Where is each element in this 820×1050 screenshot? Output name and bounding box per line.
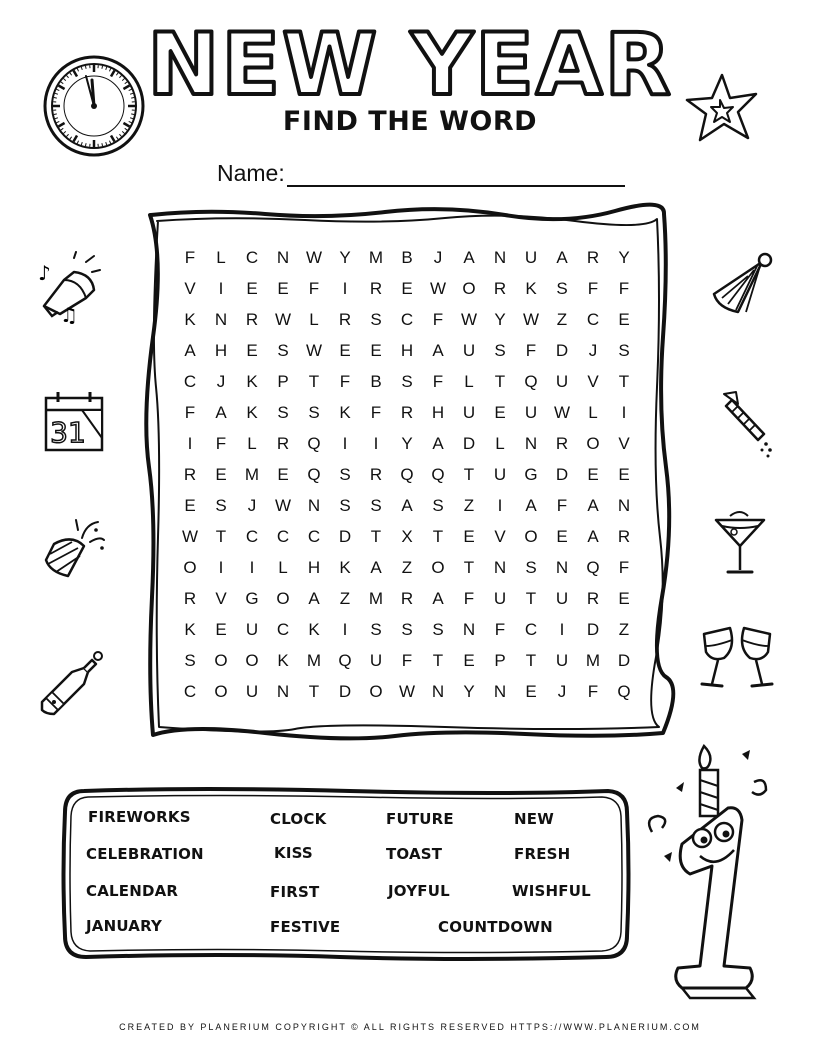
grid-letter[interactable]: N bbox=[276, 682, 290, 701]
grid-letter[interactable]: O bbox=[462, 279, 476, 298]
grid-letter[interactable]: W bbox=[274, 496, 292, 515]
grid-letter[interactable]: G bbox=[524, 465, 538, 484]
grid-letter[interactable]: S bbox=[184, 651, 196, 670]
grid-letter[interactable]: S bbox=[277, 403, 289, 422]
grid-letter[interactable]: S bbox=[370, 310, 382, 329]
grid-letter[interactable]: E bbox=[339, 341, 351, 360]
grid-letter[interactable]: D bbox=[338, 527, 352, 546]
grid-letter[interactable]: K bbox=[277, 651, 289, 670]
grid-letter[interactable]: I bbox=[373, 434, 379, 453]
grid-letter[interactable]: O bbox=[369, 682, 383, 701]
grid-letter[interactable]: A bbox=[184, 341, 196, 360]
word-bank-item: CLOCK bbox=[270, 810, 327, 828]
grid-letter[interactable]: Y bbox=[463, 682, 475, 701]
toasting-glasses-icon bbox=[696, 622, 778, 692]
name-label: Name: bbox=[217, 160, 285, 186]
number-one-candle-icon bbox=[642, 736, 772, 1006]
grid-letter[interactable]: C bbox=[245, 527, 259, 546]
grid-letter[interactable]: K bbox=[184, 310, 196, 329]
grid-letter[interactable]: I bbox=[218, 279, 224, 298]
grid-letter[interactable]: K bbox=[339, 403, 351, 422]
grid-letter[interactable]: R bbox=[183, 465, 197, 484]
grid-letter[interactable]: Z bbox=[339, 589, 351, 608]
grid-letter[interactable]: U bbox=[493, 465, 507, 484]
grid-letter[interactable]: A bbox=[463, 248, 475, 267]
grid-letter[interactable]: S bbox=[556, 279, 568, 298]
grid-letter[interactable]: R bbox=[369, 279, 383, 298]
grid-letter[interactable]: Y bbox=[339, 248, 351, 267]
grid-letter[interactable]: E bbox=[618, 310, 630, 329]
grid-letter[interactable]: H bbox=[400, 341, 414, 360]
grid-letter[interactable]: R bbox=[276, 434, 290, 453]
grid-letter[interactable]: S bbox=[339, 465, 351, 484]
grid-letter[interactable]: E bbox=[401, 279, 413, 298]
grid-letter[interactable]: E bbox=[370, 341, 382, 360]
grid-letter[interactable]: W bbox=[398, 682, 416, 701]
grid-letter[interactable]: C bbox=[276, 620, 290, 639]
grid-letter[interactable]: F bbox=[339, 372, 351, 391]
grid-letter[interactable]: V bbox=[494, 527, 506, 546]
grid-letter[interactable]: L bbox=[588, 403, 598, 422]
grid-letter[interactable]: N bbox=[493, 558, 507, 577]
grid-letter[interactable]: A bbox=[370, 558, 382, 577]
grid-letter[interactable]: V bbox=[587, 372, 599, 391]
grid-letter[interactable]: A bbox=[432, 589, 444, 608]
grid-letter[interactable]: A bbox=[432, 341, 444, 360]
grid-letter[interactable]: Q bbox=[307, 465, 321, 484]
grid-letter[interactable]: N bbox=[493, 248, 507, 267]
grid-letter[interactable]: E bbox=[556, 527, 568, 546]
grid-letter[interactable]: F bbox=[525, 341, 537, 360]
grid-letter[interactable]: N bbox=[307, 496, 321, 515]
worksheet-title bbox=[147, 15, 673, 115]
grid-letter[interactable]: Q bbox=[617, 682, 631, 701]
grid-letter[interactable]: F bbox=[618, 558, 630, 577]
grid-letter[interactable]: S bbox=[370, 620, 382, 639]
grid-letter[interactable]: N bbox=[431, 682, 445, 701]
grid-letter[interactable]: S bbox=[525, 558, 537, 577]
grid-letter[interactable]: R bbox=[586, 589, 600, 608]
grid-letter[interactable]: U bbox=[493, 589, 507, 608]
grid-letter[interactable]: U bbox=[555, 589, 569, 608]
grid-letter[interactable]: C bbox=[183, 372, 197, 391]
grid-letter[interactable]: U bbox=[462, 403, 476, 422]
grid-letter[interactable]: A bbox=[215, 403, 227, 422]
grid-letter[interactable]: W bbox=[553, 403, 571, 422]
grid-letter[interactable]: B bbox=[401, 248, 413, 267]
grid-letter[interactable]: B bbox=[370, 372, 382, 391]
grid-letter[interactable]: M bbox=[585, 651, 601, 670]
word-bank-item: TOAST bbox=[386, 845, 443, 863]
grid-letter[interactable]: Z bbox=[401, 558, 413, 577]
star-icon bbox=[682, 70, 762, 150]
grid-letter[interactable]: S bbox=[494, 341, 506, 360]
grid-letter[interactable]: Q bbox=[524, 372, 538, 391]
grid-letter[interactable]: K bbox=[525, 279, 537, 298]
grid-letter[interactable]: E bbox=[246, 341, 258, 360]
calendar-number: 31 bbox=[50, 416, 86, 449]
clock-icon bbox=[42, 54, 146, 158]
grid-letter[interactable]: E bbox=[277, 465, 289, 484]
grid-letter[interactable]: X bbox=[401, 527, 413, 546]
grid-letter[interactable]: I bbox=[497, 496, 503, 515]
grid-letter[interactable]: P bbox=[277, 372, 289, 391]
svg-text:♪: ♪ bbox=[38, 261, 51, 285]
calendar-icon bbox=[42, 388, 106, 454]
grid-letter[interactable]: U bbox=[245, 620, 259, 639]
party-popper-icon bbox=[42, 516, 108, 580]
grid-letter[interactable]: F bbox=[308, 279, 320, 298]
grid-letter[interactable]: Z bbox=[618, 620, 630, 639]
grid-letter[interactable]: N bbox=[617, 496, 631, 515]
grid-letter[interactable]: W bbox=[460, 310, 478, 329]
grid-letter[interactable]: F bbox=[587, 279, 599, 298]
word-bank-item: FUTURE bbox=[386, 810, 454, 828]
grid-letter[interactable]: Y bbox=[618, 248, 630, 267]
word-bank-item: FIRST bbox=[270, 883, 320, 901]
grid-letter[interactable]: U bbox=[245, 682, 259, 701]
grid-letter[interactable]: E bbox=[215, 620, 227, 639]
grid-letter[interactable]: L bbox=[495, 434, 505, 453]
grid-letter[interactable]: A bbox=[525, 496, 537, 515]
grid-letter[interactable]: C bbox=[245, 248, 259, 267]
grid-letter[interactable]: T bbox=[432, 651, 444, 670]
grid-letter[interactable]: E bbox=[463, 651, 475, 670]
grid-letter[interactable]: T bbox=[525, 589, 537, 608]
grid-letter[interactable]: F bbox=[215, 434, 227, 453]
grid-letter[interactable]: E bbox=[525, 682, 537, 701]
grid-letter[interactable]: W bbox=[429, 279, 447, 298]
grid-letter[interactable]: Q bbox=[400, 465, 414, 484]
grid-letter[interactable]: T bbox=[432, 527, 444, 546]
grid-letter[interactable]: L bbox=[278, 558, 288, 577]
grid-letter[interactable]: D bbox=[555, 341, 569, 360]
grid-letter[interactable]: O bbox=[214, 682, 228, 701]
grid-letter[interactable]: F bbox=[463, 589, 475, 608]
grid-letter[interactable]: W bbox=[522, 310, 540, 329]
grid-letter[interactable]: H bbox=[214, 341, 228, 360]
champagne-bottle-icon bbox=[34, 650, 106, 720]
grid-letter[interactable]: U bbox=[524, 403, 538, 422]
grid-letter[interactable]: O bbox=[586, 434, 600, 453]
grid-letter[interactable]: J bbox=[557, 682, 567, 701]
grid-letter[interactable]: R bbox=[555, 434, 569, 453]
grid-letter[interactable]: T bbox=[494, 372, 506, 391]
grid-letter[interactable]: Y bbox=[494, 310, 506, 329]
word-bank-item: CALENDAR bbox=[86, 882, 179, 900]
grid-letter[interactable]: T bbox=[308, 372, 320, 391]
grid-letter[interactable]: E bbox=[587, 465, 599, 484]
grid-letter[interactable]: F bbox=[401, 651, 413, 670]
grid-letter[interactable]: U bbox=[524, 248, 538, 267]
grid-letter[interactable]: T bbox=[525, 651, 537, 670]
grid-letter[interactable]: R bbox=[400, 403, 414, 422]
grid-letter[interactable]: E bbox=[618, 465, 630, 484]
grid-letter[interactable]: E bbox=[184, 496, 196, 515]
grid-letter[interactable]: O bbox=[524, 527, 538, 546]
grid-letter[interactable]: D bbox=[338, 682, 352, 701]
grid-letter[interactable]: D bbox=[586, 620, 600, 639]
title-text: NEW YEAR bbox=[147, 15, 673, 115]
grid-letter[interactable]: T bbox=[370, 527, 382, 546]
grid-letter[interactable]: Z bbox=[463, 496, 475, 515]
grid-letter[interactable]: M bbox=[306, 651, 322, 670]
megaphone-icon bbox=[34, 250, 106, 327]
grid-letter[interactable]: K bbox=[246, 372, 258, 391]
grid-letter[interactable]: E bbox=[277, 279, 289, 298]
grid-letter[interactable]: L bbox=[247, 434, 257, 453]
grid-letter[interactable]: S bbox=[370, 496, 382, 515]
word-bank-item: KISS bbox=[274, 844, 313, 862]
grid-letter[interactable]: E bbox=[618, 589, 630, 608]
grid-letter[interactable]: T bbox=[463, 465, 475, 484]
grid-letter[interactable]: S bbox=[308, 403, 320, 422]
grid-letter[interactable]: F bbox=[432, 310, 444, 329]
grid-letter[interactable]: J bbox=[433, 248, 443, 267]
grid-letter[interactable]: L bbox=[309, 310, 319, 329]
grid-letter[interactable]: F bbox=[556, 496, 568, 515]
grid-letter[interactable]: V bbox=[184, 279, 196, 298]
grid-letter[interactable]: Y bbox=[401, 434, 413, 453]
footer-copyright: CREATED BY PLANERIUM COPYRIGHT © ALL RIGHTS RESERVED HTTPS://WWW.PLANERIUM.COM bbox=[119, 1022, 701, 1032]
grid-letter[interactable]: Q bbox=[431, 465, 445, 484]
word-bank-item: FIREWORKS bbox=[88, 808, 191, 826]
grid-letter[interactable]: I bbox=[559, 620, 565, 639]
word-bank-item: CELEBRATION bbox=[86, 845, 204, 863]
grid-letter[interactable]: R bbox=[586, 248, 600, 267]
grid-letter[interactable]: A bbox=[401, 496, 413, 515]
grid-letter[interactable]: Q bbox=[307, 434, 321, 453]
grid-letter[interactable]: T bbox=[215, 527, 227, 546]
grid-letter[interactable]: W bbox=[181, 527, 199, 546]
grid-letter[interactable]: M bbox=[368, 589, 384, 608]
grid-letter[interactable]: E bbox=[494, 403, 506, 422]
grid-letter[interactable]: A bbox=[556, 248, 568, 267]
grid-letter[interactable]: J bbox=[588, 341, 598, 360]
grid-letter[interactable]: S bbox=[401, 372, 413, 391]
name-field-line[interactable] bbox=[287, 185, 625, 187]
grid-letter[interactable]: F bbox=[618, 279, 630, 298]
grid-letter[interactable]: O bbox=[431, 558, 445, 577]
grid-letter[interactable]: S bbox=[432, 620, 444, 639]
grid-letter[interactable]: I bbox=[187, 434, 193, 453]
grid-letter[interactable]: K bbox=[184, 620, 196, 639]
grid-letter[interactable]: N bbox=[462, 620, 476, 639]
grid-letter[interactable]: F bbox=[587, 682, 599, 701]
grid-letter[interactable]: U bbox=[369, 651, 383, 670]
grid-letter[interactable]: O bbox=[245, 651, 259, 670]
grid-letter[interactable]: Z bbox=[556, 310, 568, 329]
grid-letter[interactable]: C bbox=[183, 682, 197, 701]
grid-letter[interactable]: K bbox=[308, 620, 320, 639]
grid-letter[interactable]: I bbox=[342, 279, 348, 298]
grid-letter[interactable]: L bbox=[216, 248, 226, 267]
word-bank-item: JANUARY bbox=[86, 917, 163, 935]
grid-letter[interactable]: I bbox=[218, 558, 224, 577]
grid-letter[interactable]: W bbox=[305, 341, 323, 360]
grid-letter[interactable]: E bbox=[215, 465, 227, 484]
grid-letter[interactable]: D bbox=[617, 651, 631, 670]
word-bank-item: JOYFUL bbox=[388, 882, 450, 900]
grid-letter[interactable]: I bbox=[621, 403, 627, 422]
grid-letter[interactable]: F bbox=[432, 372, 444, 391]
grid-letter[interactable]: W bbox=[305, 248, 323, 267]
svg-text:♫: ♫ bbox=[60, 303, 78, 327]
grid-letter[interactable]: R bbox=[245, 310, 259, 329]
grid-letter[interactable]: S bbox=[339, 496, 351, 515]
grid-letter[interactable]: Q bbox=[586, 558, 600, 577]
grid-letter[interactable]: P bbox=[494, 651, 506, 670]
word-bank-item: FESTIVE bbox=[270, 918, 341, 936]
grid-letter[interactable]: T bbox=[308, 682, 320, 701]
grid-letter[interactable]: H bbox=[431, 403, 445, 422]
grid-letter[interactable]: E bbox=[463, 527, 475, 546]
grid-letter[interactable]: K bbox=[339, 558, 351, 577]
grid-letter[interactable]: E bbox=[246, 279, 258, 298]
grid-letter[interactable]: Q bbox=[338, 651, 352, 670]
grid-letter[interactable]: C bbox=[307, 527, 321, 546]
grid-letter[interactable]: O bbox=[183, 558, 197, 577]
cocktail-icon bbox=[710, 506, 770, 578]
grid-letter[interactable]: I bbox=[342, 620, 348, 639]
party-hat-icon bbox=[708, 250, 774, 316]
grid-letter[interactable]: R bbox=[183, 589, 197, 608]
grid-letter[interactable]: O bbox=[214, 651, 228, 670]
grid-letter[interactable]: T bbox=[463, 558, 475, 577]
grid-letter[interactable]: F bbox=[184, 248, 196, 267]
grid-letter[interactable]: J bbox=[216, 372, 226, 391]
grid-letter[interactable]: U bbox=[555, 651, 569, 670]
grid-letter[interactable]: C bbox=[276, 527, 290, 546]
grid-letter[interactable]: C bbox=[524, 620, 538, 639]
grid-letter[interactable]: H bbox=[307, 558, 321, 577]
grid-letter[interactable]: R bbox=[369, 465, 383, 484]
grid-letter[interactable]: R bbox=[338, 310, 352, 329]
worksheet-subtitle: FIND THE WORD bbox=[282, 106, 538, 137]
grid-letter[interactable]: F bbox=[370, 403, 382, 422]
grid-letter[interactable]: F bbox=[494, 620, 506, 639]
grid-letter[interactable]: M bbox=[368, 248, 384, 267]
grid-letter[interactable]: L bbox=[464, 372, 474, 391]
grid-letter[interactable]: N bbox=[555, 558, 569, 577]
word-bank-item: WISHFUL bbox=[512, 882, 591, 900]
grid-letter[interactable]: W bbox=[274, 310, 292, 329]
grid-letter[interactable]: S bbox=[215, 496, 227, 515]
grid-letter[interactable]: N bbox=[493, 682, 507, 701]
grid-letter[interactable]: R bbox=[493, 279, 507, 298]
grid-letter[interactable]: U bbox=[555, 372, 569, 391]
grid-letter[interactable]: G bbox=[245, 589, 259, 608]
word-bank-frame bbox=[60, 786, 632, 962]
word-bank-item: FRESH bbox=[514, 845, 571, 863]
grid-letter[interactable]: A bbox=[308, 589, 320, 608]
grid-letter[interactable]: D bbox=[555, 465, 569, 484]
grid-letter[interactable]: O bbox=[276, 589, 290, 608]
grid-letter[interactable]: N bbox=[214, 310, 228, 329]
grid-letter[interactable]: U bbox=[462, 341, 476, 360]
grid-letter[interactable]: I bbox=[342, 434, 348, 453]
grid-letter[interactable]: M bbox=[244, 465, 260, 484]
grid-letter[interactable]: S bbox=[432, 496, 444, 515]
word-bank-item: COUNTDOWN bbox=[438, 918, 553, 936]
grid-letter[interactable]: D bbox=[462, 434, 476, 453]
grid-letter[interactable]: A bbox=[432, 434, 444, 453]
grid-letter[interactable]: A bbox=[587, 527, 599, 546]
grid-letter[interactable]: V bbox=[215, 589, 227, 608]
firework-rocket-icon bbox=[718, 388, 778, 460]
grid-letter[interactable]: N bbox=[276, 248, 290, 267]
grid-letter[interactable]: N bbox=[524, 434, 538, 453]
grid-letter[interactable]: R bbox=[400, 589, 414, 608]
grid-letter[interactable]: A bbox=[587, 496, 599, 515]
grid-letter[interactable]: R bbox=[617, 527, 631, 546]
grid-letter[interactable]: I bbox=[249, 558, 255, 577]
grid-letter[interactable]: V bbox=[618, 434, 630, 453]
grid-letter[interactable]: F bbox=[184, 403, 196, 422]
grid-letter[interactable]: S bbox=[277, 341, 289, 360]
grid-letter[interactable]: K bbox=[246, 403, 258, 422]
word-bank-item: NEW bbox=[514, 810, 554, 828]
grid-letter[interactable]: T bbox=[618, 372, 630, 391]
grid-letter[interactable]: S bbox=[618, 341, 630, 360]
grid-letter[interactable]: C bbox=[586, 310, 600, 329]
grid-letter[interactable]: J bbox=[247, 496, 257, 515]
grid-letter[interactable]: S bbox=[401, 620, 413, 639]
grid-letter[interactable]: C bbox=[400, 310, 414, 329]
